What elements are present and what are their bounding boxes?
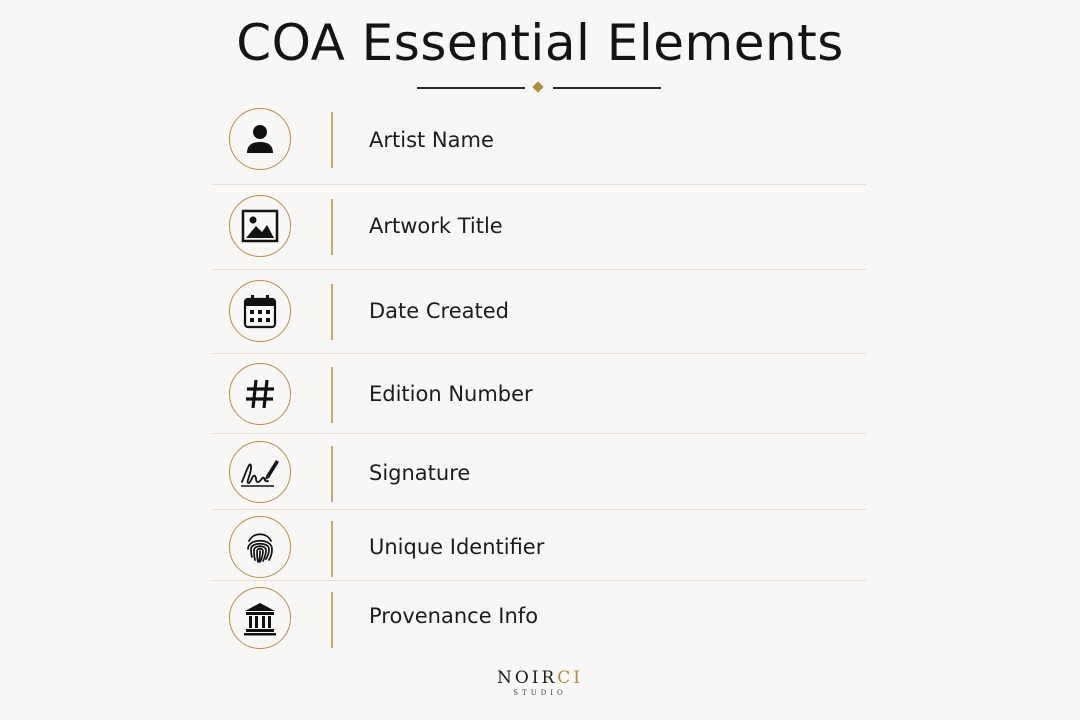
hash-icon	[240, 374, 280, 414]
row-divider-bar	[331, 284, 333, 340]
row-separator	[212, 269, 866, 270]
image-icon	[240, 206, 280, 246]
page-title: COA Essential Elements	[236, 14, 844, 72]
row-divider-bar	[331, 446, 333, 502]
divider-line-left	[417, 87, 525, 89]
divider-diamond-icon	[532, 81, 543, 92]
row-divider-bar	[331, 367, 333, 423]
icon-circle	[229, 363, 291, 425]
icon-circle	[229, 516, 291, 578]
icon-circle	[229, 441, 291, 503]
logo-wordmark	[0, 668, 1080, 688]
logo-subtitle: STUDIO	[513, 689, 567, 697]
icon-circle	[229, 587, 291, 649]
title-divider	[415, 80, 663, 94]
signature-pen-icon	[238, 452, 282, 492]
row-separator	[212, 580, 866, 581]
logo-word-accent: CI	[557, 668, 584, 688]
row-separator	[212, 433, 866, 434]
item-label: Artist Name	[369, 128, 494, 152]
row-divider-bar	[331, 199, 333, 255]
row-separator	[212, 509, 866, 510]
item-label: Unique Identifier	[369, 535, 545, 559]
icon-circle	[229, 280, 291, 342]
museum-building-icon	[240, 598, 280, 638]
row-divider-bar	[331, 592, 333, 648]
brand-logo	[0, 668, 1080, 697]
icon-circle	[229, 108, 291, 170]
item-label: Date Created	[369, 299, 509, 323]
row-separator	[212, 184, 866, 185]
icon-circle	[229, 195, 291, 257]
item-label: Provenance Info	[369, 604, 539, 628]
logo-word-main: NOIR	[496, 668, 558, 688]
person-icon	[240, 119, 280, 159]
row-separator	[212, 353, 866, 354]
item-label: Signature	[369, 461, 471, 485]
item-label: Artwork Title	[369, 214, 503, 238]
row-divider-bar	[331, 521, 333, 577]
fingerprint-icon	[240, 527, 280, 567]
divider-line-right	[553, 87, 661, 89]
item-label: Edition Number	[369, 382, 533, 406]
calendar-icon	[240, 291, 280, 331]
row-divider-bar	[331, 112, 333, 168]
